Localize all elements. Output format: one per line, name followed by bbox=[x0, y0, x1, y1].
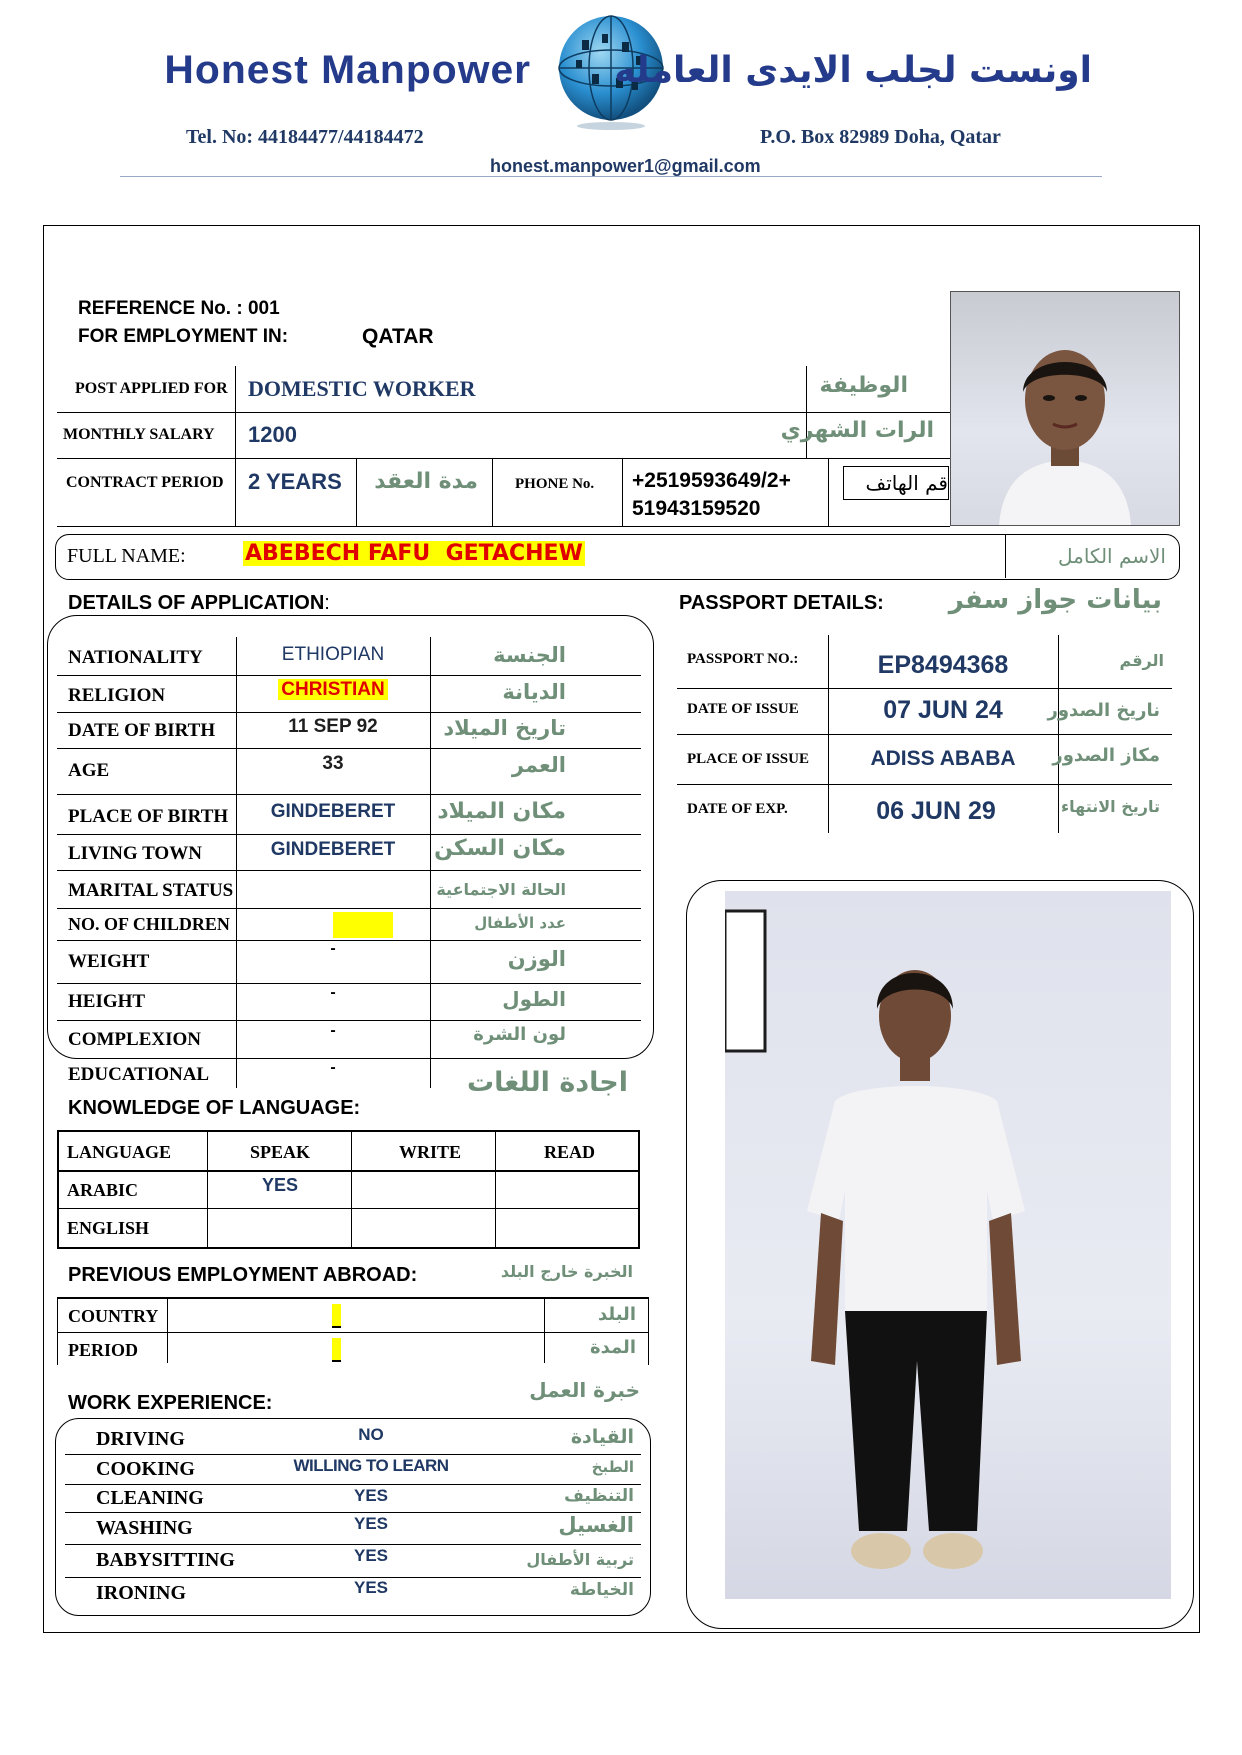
detail-value: 11 SEP 92 bbox=[288, 716, 378, 737]
phone-value-1: +2519593649/2+ bbox=[632, 469, 791, 492]
detail-value: - bbox=[330, 940, 336, 957]
detail-value: CHRISTIAN bbox=[240, 679, 426, 701]
passport-label-ar: الرقم bbox=[1119, 651, 1164, 670]
detail-value: GINDEBERET bbox=[270, 839, 396, 860]
applicant-portrait-photo bbox=[950, 291, 1180, 526]
employment-label: FOR EMPLOYMENT IN: bbox=[78, 326, 289, 347]
detail-label: AGE bbox=[68, 760, 110, 781]
post-label: POST APPLIED FOR bbox=[75, 380, 228, 397]
detail-label-ar: الجنسة bbox=[493, 643, 566, 667]
company-email: honest.manpower1@gmail.com bbox=[490, 156, 761, 176]
phone-value-2: 51943159520 bbox=[632, 497, 761, 520]
detail-label: NATIONALITY bbox=[68, 647, 203, 668]
passport-heading-ar: بيانات جواز سفر bbox=[948, 585, 1162, 615]
contract-value: 2 YEARS bbox=[248, 469, 342, 494]
work-value: YES bbox=[353, 1578, 389, 1597]
salary-label-ar: الرات الشهري bbox=[780, 418, 934, 443]
passport-value: 07 JUN 24 bbox=[883, 696, 1003, 724]
children-highlight bbox=[333, 912, 393, 938]
language-heading: KNOWLEDGE OF LANGUAGE: bbox=[68, 1097, 361, 1119]
detail-label-ar: الطول bbox=[502, 987, 566, 1011]
detail-label-ar: الوزن bbox=[507, 947, 566, 971]
detail-label: WEIGHT bbox=[68, 951, 150, 972]
detail-value: ETHIOPIAN bbox=[281, 644, 385, 665]
passport-value: ADISS ABABA bbox=[870, 747, 1016, 770]
work-value: YES bbox=[353, 1514, 389, 1533]
work-label-ar: الطبخ bbox=[591, 1458, 634, 1476]
full-name-label: FULL NAME: bbox=[67, 545, 186, 567]
work-label: WASHING bbox=[96, 1517, 193, 1539]
work-label: IRONING bbox=[96, 1582, 187, 1604]
detail-label-ar: عدد الأطفال bbox=[474, 914, 566, 932]
employment-country: QATAR bbox=[362, 325, 434, 348]
phone-label: PHONE No. bbox=[515, 476, 595, 492]
passport-label-ar: مكاز الصدور bbox=[1052, 745, 1160, 766]
detail-label: DATE OF BIRTH bbox=[68, 720, 216, 741]
work-label-ar: التنظيف bbox=[564, 1486, 634, 1506]
work-value: YES bbox=[353, 1486, 389, 1505]
language-col-header: SPEAK bbox=[250, 1142, 311, 1162]
work-label-ar: الغسيل bbox=[558, 1513, 634, 1537]
language-col-header: WRITE bbox=[399, 1142, 462, 1162]
passport-heading: PASSPORT DETAILS: bbox=[679, 592, 884, 614]
detail-label: NO. OF CHILDREN bbox=[68, 914, 230, 934]
detail-label: LIVING TOWN bbox=[68, 843, 202, 864]
previous-heading: PREVIOUS EMPLOYMENT ABROAD: bbox=[68, 1264, 418, 1286]
language-col-header: LANGUAGE bbox=[67, 1142, 172, 1162]
detail-label-ar: الحالة الاجتماعية bbox=[436, 880, 566, 899]
detail-value: - bbox=[330, 984, 336, 1001]
passport-label-ar: ناريخ الصدور bbox=[1047, 700, 1160, 721]
detail-label: PLACE OF BIRTH bbox=[68, 806, 229, 827]
full-name-label-ar: الاسم الكامل bbox=[1057, 544, 1166, 568]
header-divider bbox=[120, 176, 1102, 177]
previous-label: PERIOD bbox=[68, 1340, 139, 1360]
language-name: ENGLISH bbox=[67, 1218, 150, 1238]
salary-value: 1200 bbox=[248, 422, 297, 447]
work-label-ar: القيادة bbox=[570, 1426, 634, 1448]
detail-label: COMPLEXION bbox=[68, 1029, 201, 1050]
passport-label-ar: تاريخ الانتهاء bbox=[1060, 797, 1160, 816]
company-name-ar: اونست لجلب الايدى العامله bbox=[614, 50, 1092, 91]
detail-label-ar: مكان الميلاد bbox=[437, 799, 566, 824]
passport-label: PASSPORT NO.: bbox=[687, 651, 799, 667]
company-tel: Tel. No: 44184477/44184472 bbox=[186, 126, 424, 148]
reference-number: REFERENCE No. : 001 bbox=[78, 298, 280, 319]
detail-value: 33 bbox=[322, 753, 344, 774]
detail-label: HEIGHT bbox=[68, 991, 146, 1012]
previous-period-marker bbox=[332, 1338, 341, 1362]
passport-label: DATE OF ISSUE bbox=[687, 701, 799, 717]
work-label-ar: الخياطة bbox=[569, 1580, 634, 1600]
passport-label: DATE OF EXP. bbox=[687, 801, 788, 817]
details-heading: DETAILS OF APPLICATION: bbox=[68, 592, 330, 614]
previous-heading-ar: الخبرة خارج البلد bbox=[500, 1262, 633, 1281]
work-heading: WORK EXPERIENCE: bbox=[68, 1392, 273, 1414]
language-col-header: READ bbox=[544, 1142, 596, 1162]
detail-value: - bbox=[330, 1022, 336, 1039]
company-name-en: Honest Manpower bbox=[164, 48, 532, 92]
language-speak: YES bbox=[261, 1175, 299, 1195]
detail-value: GINDEBERET bbox=[270, 801, 396, 822]
company-po-box: P.O. Box 82989 Doha, Qatar bbox=[760, 126, 1001, 148]
work-heading-ar: خبرة العمل bbox=[529, 1378, 640, 1402]
post-value: DOMESTIC WORKER bbox=[248, 376, 476, 401]
previous-label-ar: البلد bbox=[597, 1304, 636, 1325]
detail-label-ar: لون الشرة bbox=[473, 1024, 566, 1045]
work-label: BABYSITTING bbox=[96, 1549, 235, 1571]
detail-label: EDUCATIONAL bbox=[68, 1064, 210, 1085]
detail-label-ar: تاريخ الميلاد bbox=[443, 716, 566, 740]
previous-country-marker bbox=[332, 1304, 341, 1328]
passport-value: EP8494368 bbox=[877, 651, 1009, 679]
salary-label: MONTHLY SALARY bbox=[63, 426, 215, 443]
work-label: COOKING bbox=[96, 1458, 195, 1480]
work-value: WILLING TO LEARN bbox=[293, 1456, 449, 1475]
passport-label: PLACE OF ISSUE bbox=[687, 751, 809, 767]
detail-label-ar: اجادة اللغات bbox=[467, 1067, 628, 1098]
detail-label: RELIGION bbox=[68, 685, 166, 706]
detail-label-ar: الديانة bbox=[502, 680, 566, 704]
work-label-ar: تربية الأطفال bbox=[526, 1550, 634, 1569]
phone-label-ar: قم الهاتف bbox=[843, 466, 949, 500]
language-name: ARABIC bbox=[67, 1180, 139, 1200]
detail-label: MARITAL STATUS bbox=[68, 880, 234, 901]
previous-label: COUNTRY bbox=[68, 1306, 159, 1326]
work-label: DRIVING bbox=[96, 1428, 185, 1450]
work-value: YES bbox=[353, 1546, 389, 1565]
work-value: NO bbox=[358, 1425, 384, 1444]
contract-label-ar: مدة العقد bbox=[374, 469, 478, 494]
post-label-ar: الوظيفة bbox=[819, 373, 908, 398]
passport-value: 06 JUN 29 bbox=[876, 797, 996, 825]
full-name-value: ABEBECH FAFU GETACHEW bbox=[245, 541, 583, 566]
contract-label: CONTRACT PERIOD bbox=[66, 474, 224, 491]
applicant-full-body-photo bbox=[725, 891, 1171, 1599]
previous-label-ar: المدة bbox=[589, 1337, 636, 1358]
detail-label-ar: مكان السكن bbox=[434, 836, 566, 861]
work-label: CLEANING bbox=[96, 1487, 204, 1509]
detail-value: - bbox=[330, 1059, 336, 1076]
detail-label-ar: العمر bbox=[511, 753, 566, 777]
